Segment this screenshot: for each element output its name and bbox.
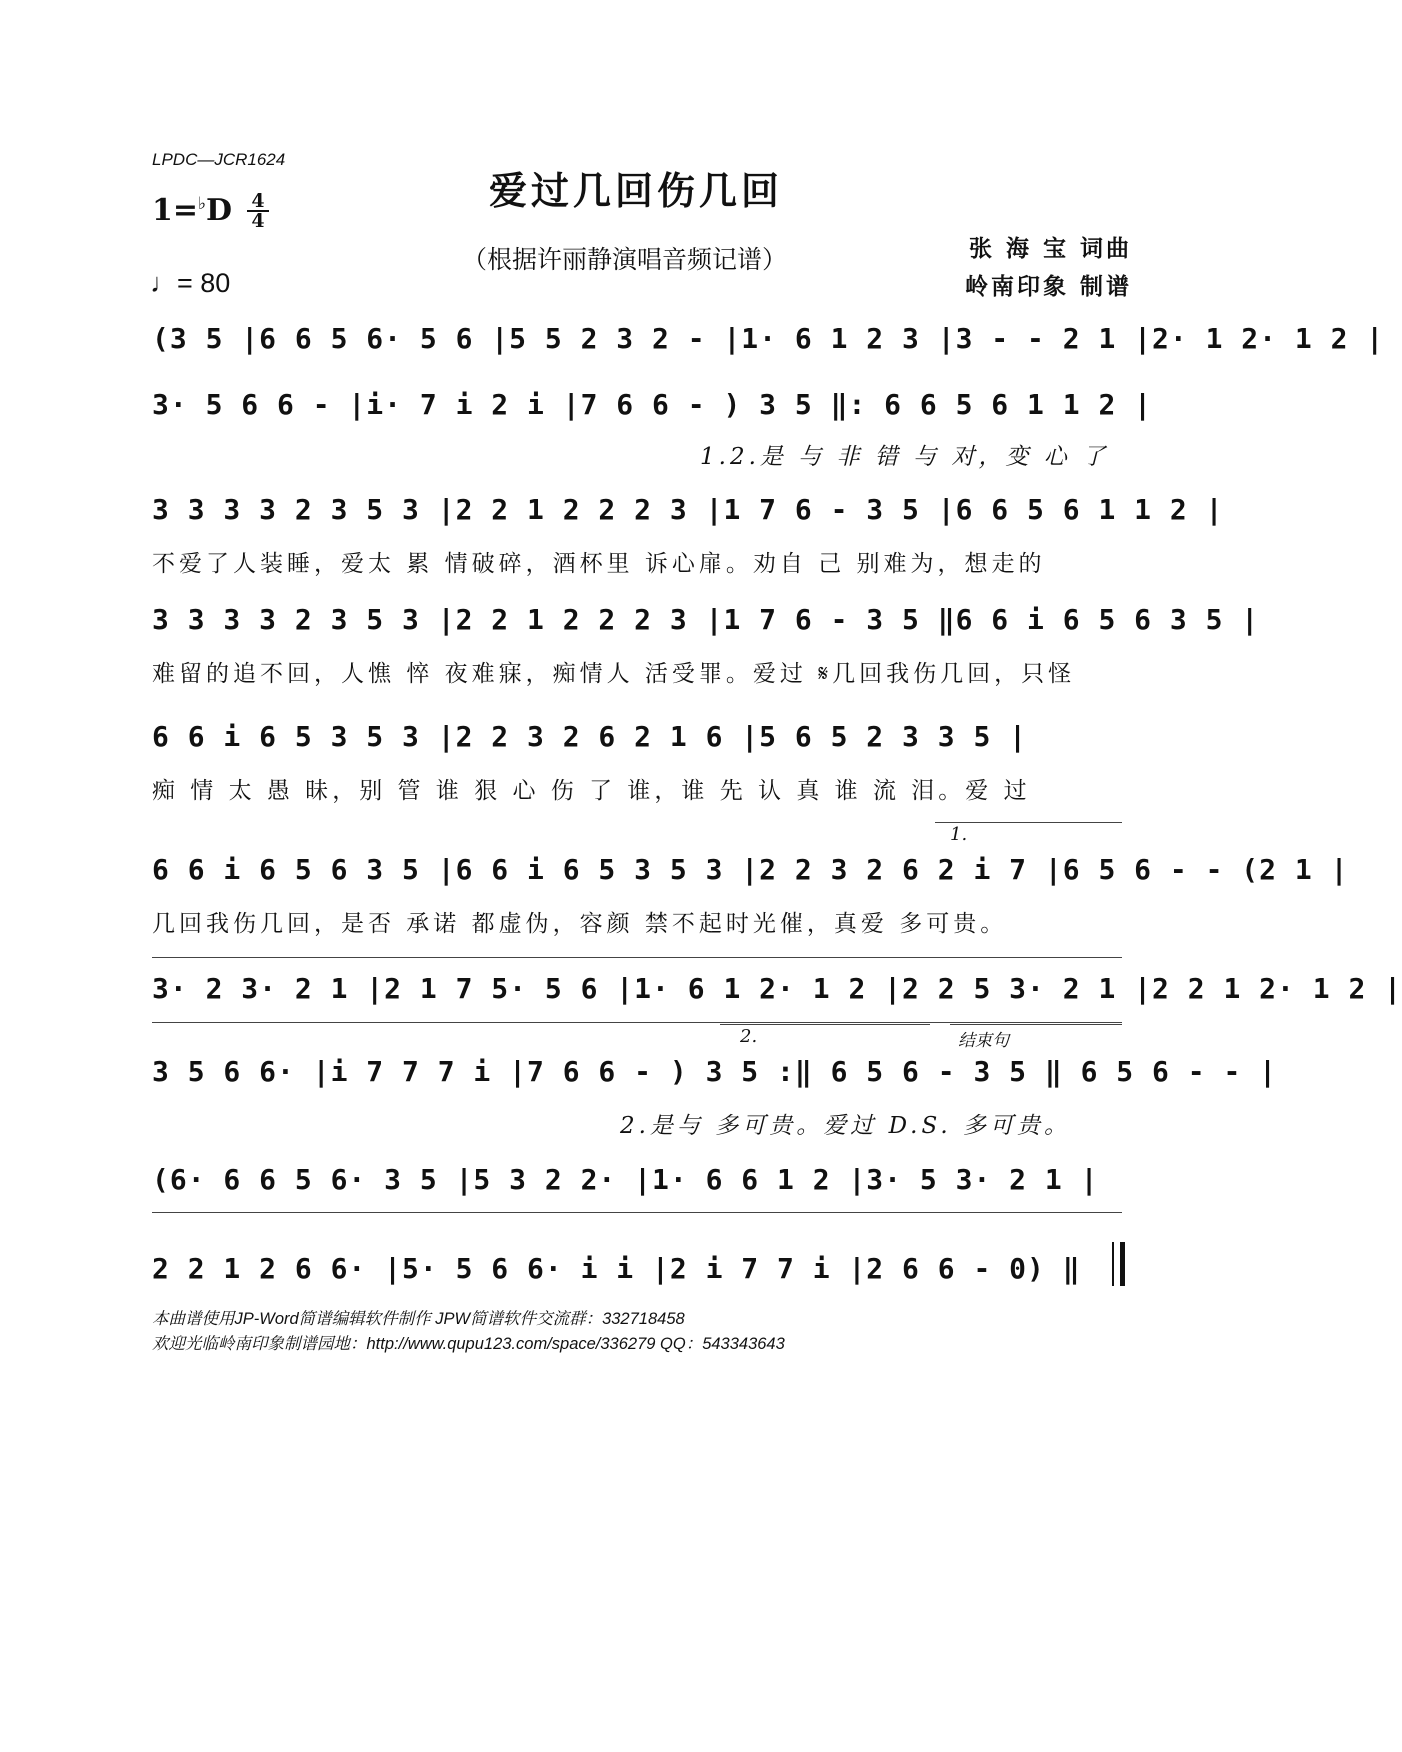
lyrics-row-2: 1.2.是 与 非 错 与 对，变 心 了: [700, 444, 1110, 470]
staff-rule-2: [152, 1022, 1122, 1023]
notation-row-10: 2 2 1 2 6 6· |5· 5 6 6· i i |2 i 7 7 i |2 6 6 - 0) ‖: [152, 1252, 1081, 1285]
lyrics-row-8: 2.是与 多可贵。爱过 D.S. 多可贵。: [620, 1113, 1072, 1139]
flat-sign: ♭: [198, 194, 207, 214]
notation-row-2: 3· 5 6 6 - |i· 7 i 2 i |7 6 6 - ) 3 5 ‖: 6 6 5 6 1 1 2 |: [152, 388, 1153, 421]
staff-rule-1: [152, 957, 1122, 958]
footer-line-2: 欢迎光临岭南印象制谱园地：http://www.qupu123.com/space/336279 QQ：543343643: [152, 1335, 785, 1353]
notation-row-8: 3 5 6 6· |i 7 7 7 i |7 6 6 - ) 3 5 :‖ 6 5 6 - 3 5 ‖ 6 5 6 - - |: [152, 1055, 1278, 1088]
staff-rule-3: [152, 1212, 1122, 1213]
arranger-credit: 岭南印象 制谱: [964, 273, 1132, 300]
notation-row-7: 3· 2 3· 2 1 |2 1 7 5· 5 6 |1· 6 1 2· 1 2 |2 2 5 3· 2 1 |2 2 1 2· 1 2 |: [152, 972, 1402, 1005]
volta-first-line: [935, 822, 1122, 823]
volta-second-line: [720, 1024, 930, 1025]
notation-row-3: 3 3 3 3 2 3 5 3 |2 2 1 2 2 2 3 |1 7 6 - 3 5 |6 6 5 6 1 1 2 |: [152, 493, 1224, 526]
lyrics-row-4: 难留的追不回，人憔 悴 夜难寐，痴情人 活受罪。爱过 𝄋几回我伤几回，只怪: [152, 661, 1076, 687]
meter-top: 4: [251, 190, 265, 212]
volta-second-label: 2.: [740, 1026, 758, 1047]
notation-row-5: 6 6 i 6 5 3 5 3 |2 2 3 2 6 2 1 6 |5 6 5 2 3 3 5 |: [152, 720, 1028, 753]
subtitle: （根据许丽静演唱音频记谱）: [462, 245, 788, 274]
lyricist-credit: 张 海 宝 词曲: [968, 235, 1132, 262]
notation-row-1: (3 5 |6 6 5 6· 5 6 |5 5 2 3 2 - |1· 6 1 2 3 |3 - - 2 1 |2· 1 2· 1 2 |: [152, 322, 1385, 355]
ending-line: [950, 1024, 1122, 1025]
notation-row-6: 6 6 i 6 5 6 3 5 |6 6 i 6 5 3 5 3 |2 2 3 2 6 2 i 7 |6 5 6 - - (2 1 |: [152, 853, 1349, 886]
time-signature: [247, 192, 269, 230]
key-prefix: 1=: [152, 193, 199, 228]
key-note: D: [206, 193, 233, 228]
tempo-mark: ♩= 80: [150, 268, 231, 298]
key-signature: [152, 193, 232, 228]
score-code: LPDC—JCR1624: [152, 150, 286, 169]
final-barline-thin: [1112, 1242, 1114, 1286]
footer-line-1: 本曲谱使用JP-Word简谱编辑软件制作 JPW简谱软件交流群：332718458: [152, 1310, 685, 1328]
ending-label: 结束句: [958, 1031, 1009, 1051]
final-barline-thick: [1120, 1242, 1125, 1286]
notation-row-4: 3 3 3 3 2 3 5 3 |2 2 1 2 2 2 3 |1 7 6 - 3 5 ‖6 6 i 6 5 6 3 5 |: [152, 603, 1260, 636]
meter-bottom: 4: [247, 210, 269, 230]
volta-first-label: 1.: [950, 824, 968, 845]
lyrics-row-5: 痴 情 太 愚 昧，别 管 谁 狠 心 伤 了 谁，谁 先 认 真 谁 流 泪。爱 过: [152, 778, 1031, 804]
lyrics-row-6: 几回我伤几回，是否 承诺 都虚伪，容颜 禁不起时光催，真爱 多可贵。: [152, 911, 1008, 937]
notation-row-9: (6· 6 6 5 6· 3 5 |5 3 2 2· |1· 6 6 1 2 |3· 5 3· 2 1 |: [152, 1163, 1099, 1196]
song-title: 爱过几回伤几回: [488, 168, 783, 213]
lyrics-row-3: 不爱了人装睡，爱太 累 情破碎，酒杯里 诉心扉。劝自 己 别难为，想走的: [152, 551, 1046, 577]
